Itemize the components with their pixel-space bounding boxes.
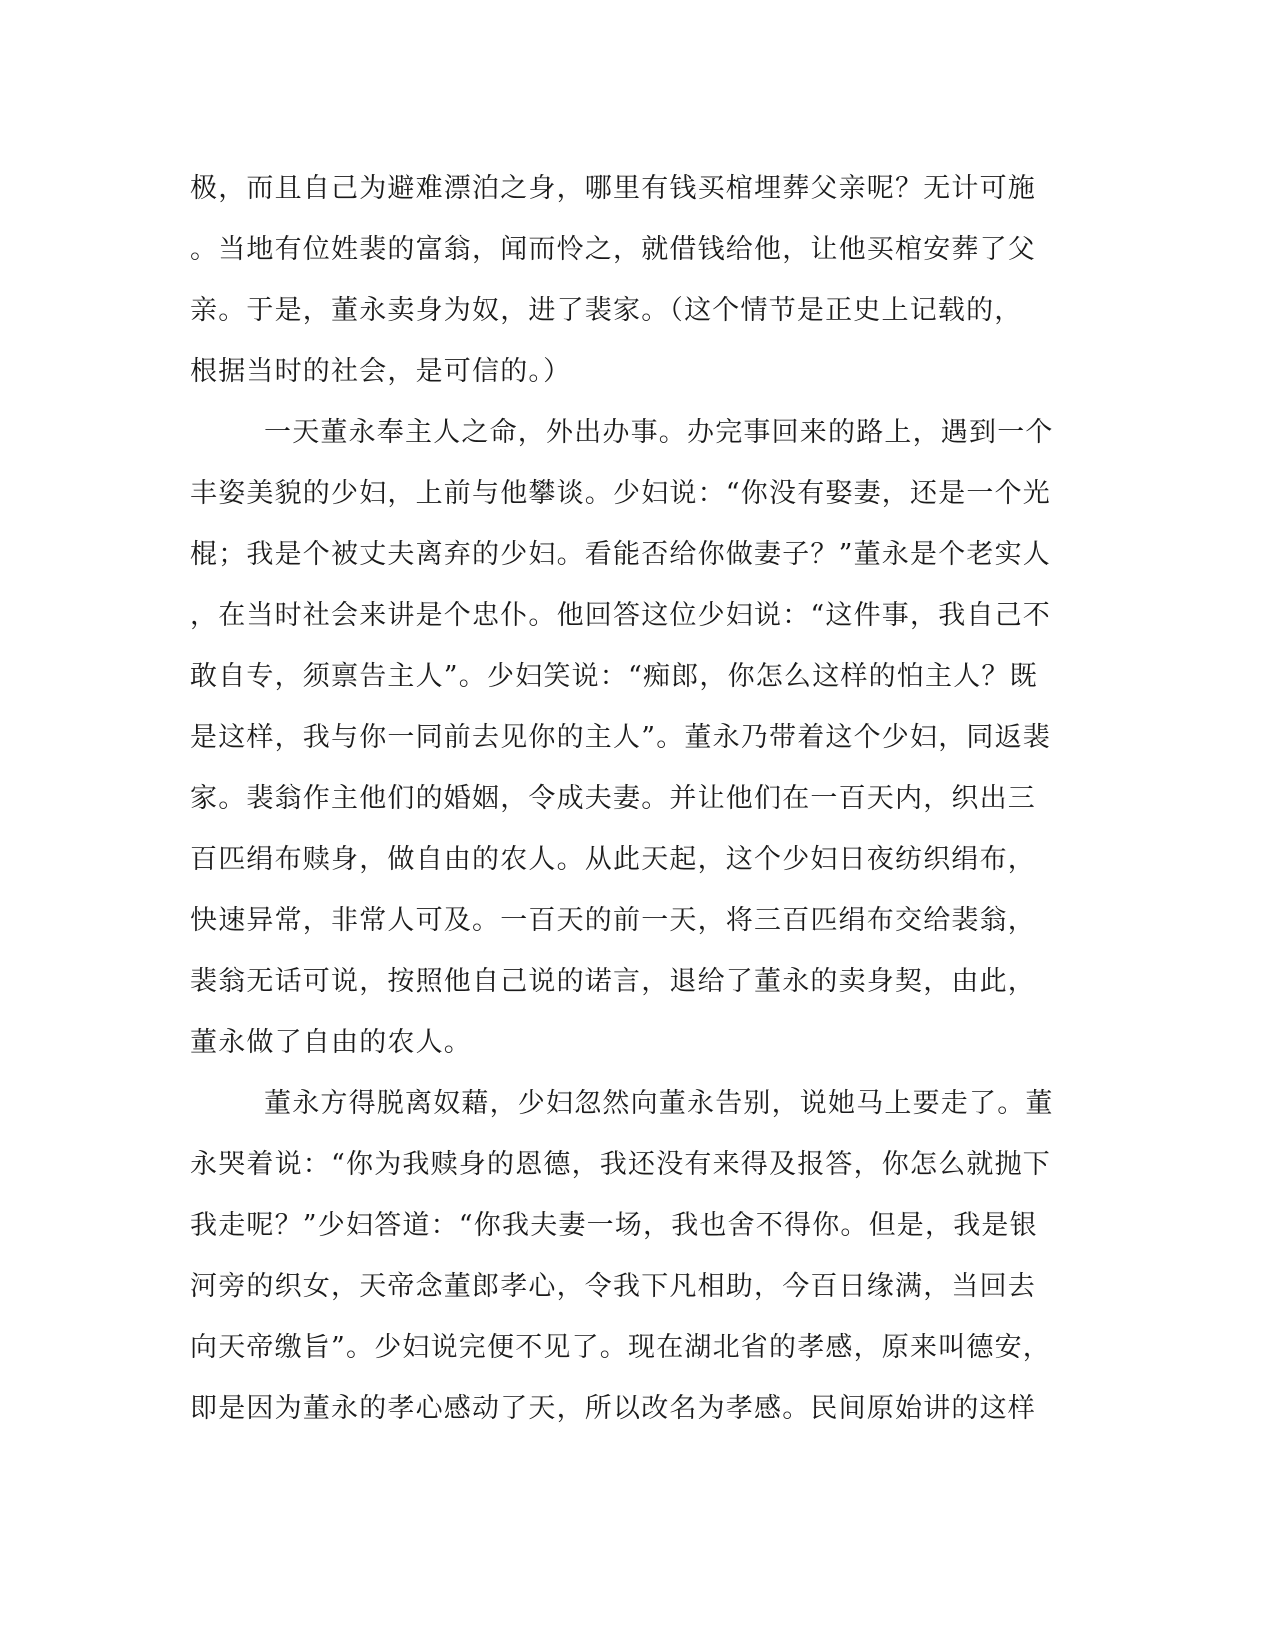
text-line: 敢自专，须禀告主人”。少妇笑说：“痴郎，你怎么这样的怕主人？既 (190, 661, 1038, 692)
text-line: 百匹绢布赎身，做自由的农人。从此天起，这个少妇日夜纺织绢布， (190, 844, 1036, 875)
text-line: 向天帝缴旨”。少妇说完便不见了。现在湖北省的孝感，原来叫德安， (190, 1332, 1052, 1363)
text-line: 我走呢？”少妇答道：“你我夫妻一场，我也舍不得你。但是，我是银 (190, 1210, 1038, 1241)
text-line: 丰姿美貌的少妇，上前与他攀谈。少妇说：“你没有娶妻，还是一个光 (190, 478, 1052, 509)
text-line: 永哭着说：“你为我赎身的恩德，我还没有来得及报答，你怎么就抛下 (190, 1149, 1052, 1180)
text-line: 裴翁无话可说，按照他自己说的诺言，退给了董永的卖身契，由此， (190, 966, 1036, 997)
text-line: 。当地有位姓裴的富翁，闻而怜之，就借钱给他，让他买棺安葬了父 (190, 234, 1036, 265)
text-line: 即是因为董永的孝心感动了天，所以改名为孝感。民间原始讲的这样 (190, 1393, 1036, 1424)
text-line: ，在当时社会来讲是个忠仆。他回答这位少妇说：“这件事，我自己不 (190, 600, 1052, 631)
text-line: 董永做了自由的农人。 (190, 1027, 472, 1058)
paragraph-first-line: 一天董永奉主人之命，外出办事。办完事回来的路上，遇到一个 (264, 417, 1054, 448)
text-line: 棍；我是个被丈夫离弃的少妇。看能否给你做妻子？”董永是个老实人 (190, 539, 1052, 570)
body-text (190, 158, 1090, 1439)
paragraph-first-line: 董永方得脱离奴藉，少妇忽然向董永告别，说她马上要走了。董 (264, 1088, 1054, 1119)
text-line: 河旁的织女，天帝念董郎孝心，令我下凡相助，今百日缘满，当回去 (190, 1271, 1036, 1302)
text-line: 亲。于是，董永卖身为奴，进了裴家。（这个情节是正史上记载的， (190, 295, 1023, 326)
text-line: 快速异常，非常人可及。一百天的前一天，将三百匹绢布交给裴翁， (190, 905, 1036, 936)
text-line: 极，而且自己为避难漂泊之身，哪里有钱买棺埋葬父亲呢？无计可施 (190, 173, 1036, 204)
text-line: 是这样，我与你一同前去见你的主人”。董永乃带着这个少妇，同返裴 (190, 722, 1052, 753)
text-line: 根据当时的社会，是可信的。） (190, 356, 572, 387)
text-line: 家。裴翁作主他们的婚姻，令成夫妻。并让他们在一百天内，织出三 (190, 783, 1036, 814)
